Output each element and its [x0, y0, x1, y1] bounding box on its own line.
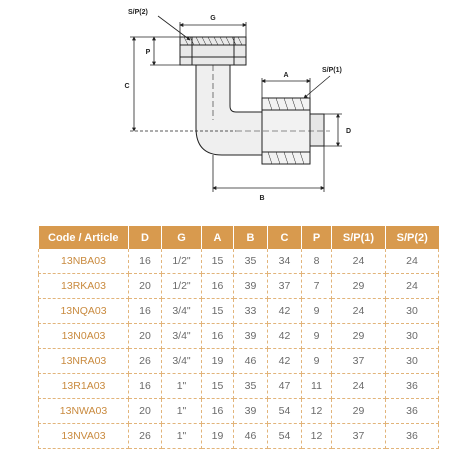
- cell-g: 1": [162, 424, 202, 449]
- top-nut: [180, 37, 246, 65]
- technical-drawing: [0, 0, 474, 222]
- cell-p: 9: [302, 299, 332, 324]
- cell-p: 9: [302, 349, 332, 374]
- cell-a: 15: [202, 249, 234, 274]
- cell-a: 16: [202, 274, 234, 299]
- cell-g: 1/2": [162, 274, 202, 299]
- cell-b: 35: [234, 374, 268, 399]
- cell-p: 12: [302, 399, 332, 424]
- table-row: [39, 299, 439, 324]
- cell-sp2: 24: [386, 274, 439, 299]
- cell-sp1: 29: [332, 324, 386, 349]
- cell-code-article: 13R1A03: [39, 374, 129, 399]
- table-row: [39, 249, 439, 274]
- header-a: A: [202, 226, 234, 249]
- cell-p: 9: [302, 324, 332, 349]
- cell-d: 20: [129, 399, 162, 424]
- cell-d: 26: [129, 349, 162, 374]
- cell-g: 3/4": [162, 349, 202, 374]
- dim-label-sp1: S/P(1): [322, 67, 342, 74]
- cell-p: 7: [302, 274, 332, 299]
- cell-c: 54: [268, 399, 302, 424]
- header-sp2: S/P(2): [386, 226, 439, 249]
- cell-a: 19: [202, 424, 234, 449]
- cell-c: 37: [268, 274, 302, 299]
- cell-code-article: 13RKA03: [39, 274, 129, 299]
- cell-sp1: 37: [332, 349, 386, 374]
- cell-b: 33: [234, 299, 268, 324]
- cell-g: 1": [162, 399, 202, 424]
- table-row: [39, 374, 439, 399]
- dim-label-d: D: [346, 128, 352, 135]
- cell-sp2: 36: [386, 374, 439, 399]
- cell-c: 42: [268, 299, 302, 324]
- header-sp1: S/P(1): [332, 226, 386, 249]
- cell-sp2: 24: [386, 249, 439, 274]
- cell-p: 12: [302, 424, 332, 449]
- cell-sp2: 30: [386, 324, 439, 349]
- cell-p: 11: [302, 374, 332, 399]
- dim-label-g: G: [210, 15, 216, 22]
- cell-b: 46: [234, 424, 268, 449]
- cell-p: 8: [302, 249, 332, 274]
- cell-g: 1": [162, 374, 202, 399]
- cell-a: 19: [202, 349, 234, 374]
- cell-d: 16: [129, 374, 162, 399]
- cell-code-article: 13NWA03: [39, 399, 129, 424]
- cell-d: 20: [129, 274, 162, 299]
- cell-b: 39: [234, 324, 268, 349]
- cell-d: 16: [129, 299, 162, 324]
- cell-sp1: 24: [332, 374, 386, 399]
- cell-sp1: 24: [332, 249, 386, 274]
- cell-b: 39: [234, 274, 268, 299]
- cell-g: 3/4": [162, 324, 202, 349]
- header-d: D: [129, 226, 162, 249]
- elbow-fitting: [180, 37, 330, 164]
- cell-c: 54: [268, 424, 302, 449]
- cell-sp2: 36: [386, 399, 439, 424]
- cell-sp1: 29: [332, 274, 386, 299]
- table-row: [39, 349, 439, 374]
- header-code-article: Code / Article: [39, 226, 129, 249]
- dim-label-p: P: [145, 49, 151, 56]
- cell-g: 1/2": [162, 249, 202, 274]
- cell-sp1: 29: [332, 399, 386, 424]
- table-row: [39, 424, 439, 449]
- cell-code-article: 13NQA03: [39, 299, 129, 324]
- cell-code-article: 13NBA03: [39, 249, 129, 274]
- table-header-row: [39, 226, 439, 249]
- cell-code-article: 13NRA03: [39, 349, 129, 374]
- spec-table: [38, 226, 439, 449]
- cell-c: 34: [268, 249, 302, 274]
- table-row: [39, 274, 439, 299]
- cell-code-article: 13N0A03: [39, 324, 129, 349]
- cell-sp2: 30: [386, 349, 439, 374]
- cell-d: 26: [129, 424, 162, 449]
- dim-label-sp2: S/P(2): [128, 9, 148, 16]
- cell-a: 16: [202, 399, 234, 424]
- header-g: G: [162, 226, 202, 249]
- cell-b: 46: [234, 349, 268, 374]
- dim-label-c: C: [124, 83, 130, 90]
- cell-sp1: 24: [332, 299, 386, 324]
- cell-d: 20: [129, 324, 162, 349]
- cell-b: 39: [234, 399, 268, 424]
- cell-g: 3/4": [162, 299, 202, 324]
- cell-c: 42: [268, 324, 302, 349]
- table-body: [39, 249, 439, 449]
- cell-a: 15: [202, 299, 234, 324]
- cell-code-article: 13NVA03: [39, 424, 129, 449]
- cell-c: 42: [268, 349, 302, 374]
- table-row: [39, 324, 439, 349]
- cell-sp2: 30: [386, 299, 439, 324]
- cell-c: 47: [268, 374, 302, 399]
- table-row: [39, 399, 439, 424]
- cell-sp1: 37: [332, 424, 386, 449]
- cell-b: 35: [234, 249, 268, 274]
- cell-a: 16: [202, 324, 234, 349]
- header-p: P: [302, 226, 332, 249]
- cell-a: 15: [202, 374, 234, 399]
- header-b: B: [234, 226, 268, 249]
- dim-label-a: A: [283, 72, 289, 79]
- cell-sp2: 36: [386, 424, 439, 449]
- cell-d: 16: [129, 249, 162, 274]
- dim-label-b: B: [259, 195, 265, 202]
- header-c: C: [268, 226, 302, 249]
